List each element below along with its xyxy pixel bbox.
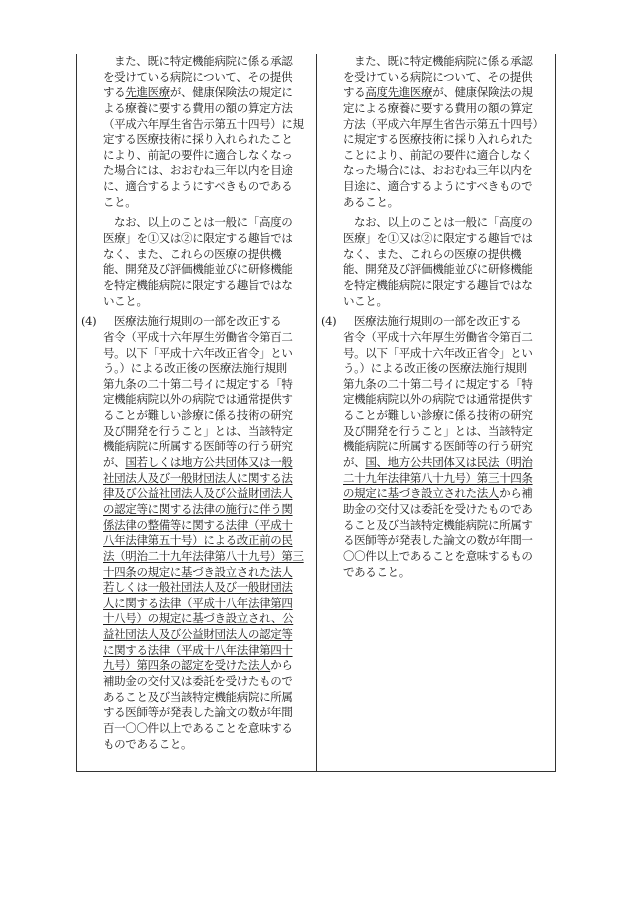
column-divider (316, 54, 317, 771)
text-line: 定機能病院以外の病院では通常提供す (343, 392, 533, 407)
text-line: 十八号）の規定に基づき設立され、公 (103, 611, 294, 626)
text-line: 定する医療技術に採り入れられたこと (103, 132, 293, 147)
text-line: ることが難しい診療に係る技術の研究 (103, 408, 293, 423)
text-line: を受けている病院について、その提供 (103, 69, 293, 84)
text-line: 第九条の二十第二号イに規定する「特 (343, 376, 533, 391)
text-line: する高度先進医療が、健康保険法の規 (343, 85, 533, 100)
right-para1 (343, 54, 549, 210)
text-line: なく、また、これらの医療の提供機 (103, 246, 282, 261)
text-line: 及び開発を行うこと」とは、当該特定 (343, 423, 533, 438)
text-line: 益社団法人及び公益財団法人の認定等 (103, 627, 293, 642)
text-line: ことにより、前記の要件に適合しなく (343, 147, 533, 162)
text-line: 方法（平成六年厚生省告示第五十四号） (343, 116, 544, 131)
text-line: の認定等に関する法律の施行に伴う関 (103, 501, 293, 516)
text-line: 助金の交付又は委託を受けたものであ (343, 501, 533, 516)
text-line: 八年法律第五十号）による改正前の民 (103, 533, 293, 548)
item-number: (4) (81, 314, 97, 329)
text-line: う。）による改正後の医療法施行規則 (343, 361, 527, 376)
text-line: であること。 (343, 564, 410, 579)
left-para2 (103, 215, 307, 309)
text-line: 号。以下「平成十六年改正省令」とい (103, 345, 293, 360)
text-line: 及び開発を行うこと」とは、当該特定 (103, 423, 293, 438)
text-line: により、前記の要件に適合しなくなっ (103, 147, 293, 162)
text-line: 百一〇〇件以上であることを意味する (103, 720, 293, 735)
left-para1 (103, 54, 307, 210)
text-line: 定機能病院以外の病院では通常提供す (103, 392, 293, 407)
item-number: (4) (321, 314, 337, 329)
text-line: 目途に、適合するようにすべきもので (343, 179, 533, 194)
text-line: また、既に特定機能病院に係る承認 (354, 54, 533, 68)
text-line: なお、以上のことは一般に「高度の (354, 215, 533, 230)
text-line: が、国、地方公共団体又は民法（明治 (343, 455, 533, 470)
text-line: ることが難しい診療に係る技術の研究 (343, 408, 533, 423)
text-line: 能、開発及び評価機能並びに研修機能 (343, 262, 533, 277)
text-line: 若しくは一般社団法人及び一般財団法 (103, 580, 293, 595)
text-line: 法（明治二十九年法律第八十九号）第三 (103, 548, 304, 563)
right-para2 (343, 215, 549, 309)
text-line: 医療」を①又は②に限定する趣旨では (343, 231, 533, 246)
text-line: 号。以下「平成十六年改正省令」とい (343, 345, 533, 360)
text-line: 十四条の規定に基づき設立された法人 (103, 564, 293, 579)
text-line: よる療養に要する費用の額の算定方法 (103, 100, 293, 115)
text-line: なお、以上のことは一般に「高度の (114, 215, 293, 230)
text-line: に規定する医療技術に採り入れられた (343, 132, 533, 147)
text-line: 第九条の二十第二号イに規定する「特 (103, 376, 293, 391)
text-line: 機能病院に所属する医師等の行う研究 (343, 439, 533, 454)
right-item4 (321, 314, 549, 580)
text-line: 能、開発及び評価機能並びに研修機能 (103, 262, 293, 277)
text-line: なく、また、これらの医療の提供機 (343, 246, 522, 261)
text-line: 律及び公益社団法人及び公益財団法人 (103, 486, 293, 501)
text-line: あること。 (343, 194, 399, 209)
left-column (81, 54, 307, 752)
text-line: ること及び当該特定機能病院に所属す (343, 517, 533, 532)
text-line: 省令（平成十六年厚生労働省令第百二 (343, 329, 533, 344)
text-line: 医療」を①又は②に限定する趣旨では (103, 231, 293, 246)
text-line: いこと。 (103, 293, 148, 308)
text-line: た場合には、おおむね三年以内を目途 (103, 163, 293, 178)
text-line: 社団法人及び一般財団法人に関する法 (103, 470, 293, 485)
text-line: 九号）第四条の認定を受けた法人から (103, 658, 293, 673)
text-line: する先進医療が、健康保険法の規定に (103, 85, 293, 100)
text-line: また、既に特定機能病院に係る承認 (114, 54, 293, 68)
text-line: ものであること。 (103, 736, 193, 751)
text-line: いこと。 (343, 293, 388, 308)
text-line: 〇〇件以上であることを意味するもの (343, 548, 533, 563)
text-line: 機能病院に所属する医師等の行う研究 (103, 439, 293, 454)
text-line: 省令（平成十六年厚生労働省令第百二 (103, 329, 293, 344)
text-line: （平成六年厚生省告示第五十四号）に規 (103, 116, 304, 131)
text-line: が、国若しくは地方公共団体又は一般 (103, 455, 293, 470)
text-line: (4) 医療法施行規則の一部を改正する (81, 314, 282, 329)
text-line: あること及び当該特定機能病院に所属 (103, 689, 293, 704)
text-line: に、適合するようにすべきものである (103, 179, 293, 194)
text-line: 定による療養に要する費用の額の算定 (343, 100, 533, 115)
comparison-table (76, 54, 556, 772)
text-line: の規定に基づき設立された法人から補 (343, 486, 533, 501)
text-line: に関する法律（平成十八年法律第四十 (103, 642, 293, 657)
text-line: 二十九年法律第八十九号）第三十四条 (343, 470, 533, 485)
text-line: う。）による改正後の医療法施行規則 (103, 361, 287, 376)
text-line: る医師等が発表した論文の数が年間一 (343, 533, 533, 548)
text-line: を受けている病院について、その提供 (343, 69, 533, 84)
text-line: こと。 (103, 194, 137, 209)
left-item4 (81, 314, 307, 752)
text-line: を特定機能病院に限定する趣旨ではな (103, 277, 293, 292)
text-line: 係法律の整備等に関する法律（平成十 (103, 517, 293, 532)
text-line: する医師等が発表した論文の数が年間 (103, 705, 293, 720)
text-line: 補助金の交付又は委託を受けたもので (103, 673, 293, 688)
text-line: なった場合には、おおむね三年以内を (343, 163, 533, 178)
text-line: 人に関する法律（平成十八年法律第四 (103, 595, 293, 610)
text-line: (4) 医療法施行規則の一部を改正する (321, 314, 522, 329)
text-line: を特定機能病院に限定する趣旨ではな (343, 277, 533, 292)
right-column (321, 54, 549, 580)
